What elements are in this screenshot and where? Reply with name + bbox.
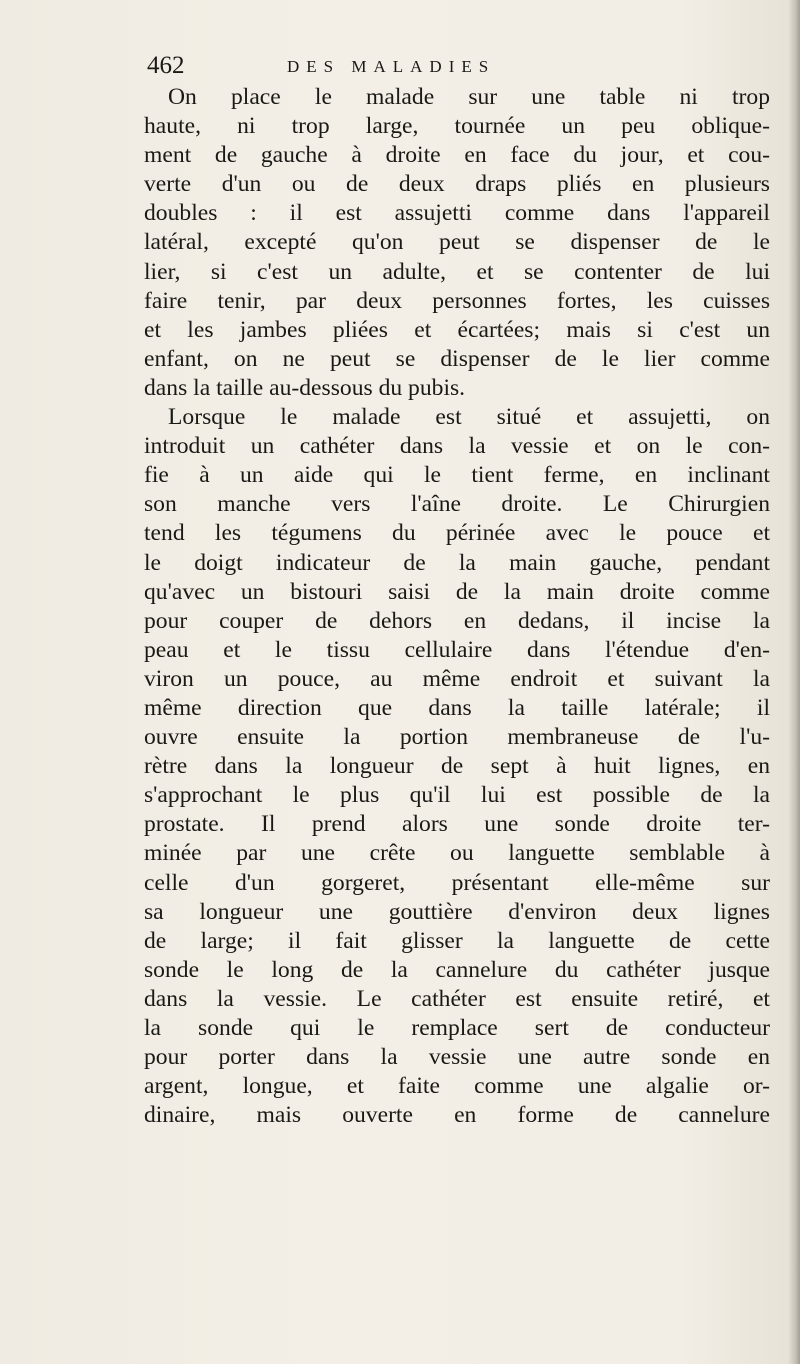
text-line: viron un pouce, au même endroit et suivant la: [144, 665, 770, 692]
text-line: introduit un cathéter dans la vessie et on le con-: [144, 433, 770, 460]
text-line: sa longueur une gouttière d'environ deux lignes: [144, 898, 770, 925]
body-text: [144, 83, 770, 1130]
text-line: prostate. Il prend alors une sonde droite ter-: [144, 811, 770, 838]
text-line: même direction que dans la taille latérale; il: [144, 694, 770, 721]
text-line: dans la taille au-dessous du pubis.: [144, 374, 466, 401]
running-head: DES MALADIES: [287, 57, 496, 76]
text-line: faire tenir, par deux personnes fortes, les cuisses: [144, 287, 770, 314]
text-line: la sonde qui le remplace sert de conducteur: [144, 1015, 770, 1041]
text-line: sonde le long de la cannelure du cathéter jusque: [144, 956, 770, 983]
text-line: son manche vers l'aîne droite. Le Chirurgien: [144, 491, 770, 518]
text-line: verte d'un ou de deux draps pliés en plusieurs: [144, 171, 770, 198]
text-line: peau et le tissu cellulaire dans l'étendue d'en-: [144, 636, 770, 663]
text-line: enfant, on ne peut se dispenser de le lier comme: [144, 345, 770, 372]
text-line: et les jambes pliées et écartées; mais si c'est un: [144, 316, 770, 343]
text-line: tend les tégumens du périnée avec le pouce et: [144, 520, 770, 547]
text-line: le doigt indicateur de la main gauche, pendant: [144, 549, 770, 576]
text-line: dans la vessie. Le cathéter est ensuite retiré, et: [144, 985, 770, 1012]
text-line: fie à un aide qui le tient ferme, en inclinant: [144, 462, 770, 489]
text-line: qu'avec un bistouri saisi de la main droite comme: [144, 578, 770, 605]
page-edge-shadow: [788, 0, 800, 1364]
text-line: Lorsque le malade est situé et assujetti, on: [168, 404, 770, 431]
page-number: 462: [147, 52, 185, 79]
text-line: pour porter dans la vessie une autre sonde en: [144, 1044, 770, 1071]
text-line: On place le malade sur une table ni trop: [168, 84, 770, 110]
text-line: rètre dans la longueur de sept à huit lignes, en: [144, 753, 770, 780]
text-line: haute, ni trop large, tournée un peu oblique-: [144, 113, 770, 140]
page-header: [147, 44, 707, 88]
text-line: minée par une crête ou languette semblable à: [144, 840, 770, 867]
text-line: doubles : il est assujetti comme dans l'appareil: [144, 200, 770, 227]
text-line: ment de gauche à droite en face du jour, et cou-: [144, 142, 770, 169]
text-line: de large; il fait glisser la languette de cette: [144, 927, 770, 954]
text-line: ouvre ensuite la portion membraneuse de l'u-: [144, 724, 770, 751]
text-line: argent, longue, et faite comme une algalie or-: [144, 1073, 770, 1100]
text-line: celle d'un gorgeret, présentant elle-même sur: [144, 869, 770, 896]
text-line: s'approchant le plus qu'il lui est possible de la: [144, 782, 770, 809]
text-line: dinaire, mais ouverte en forme de cannelure: [144, 1102, 770, 1129]
text-line: pour couper de dehors en dedans, il incise la: [144, 607, 770, 634]
text-line: lier, si c'est un adulte, et se contenter de lui: [144, 258, 770, 285]
text-line: latéral, excepté qu'on peut se dispenser de le: [144, 229, 770, 256]
